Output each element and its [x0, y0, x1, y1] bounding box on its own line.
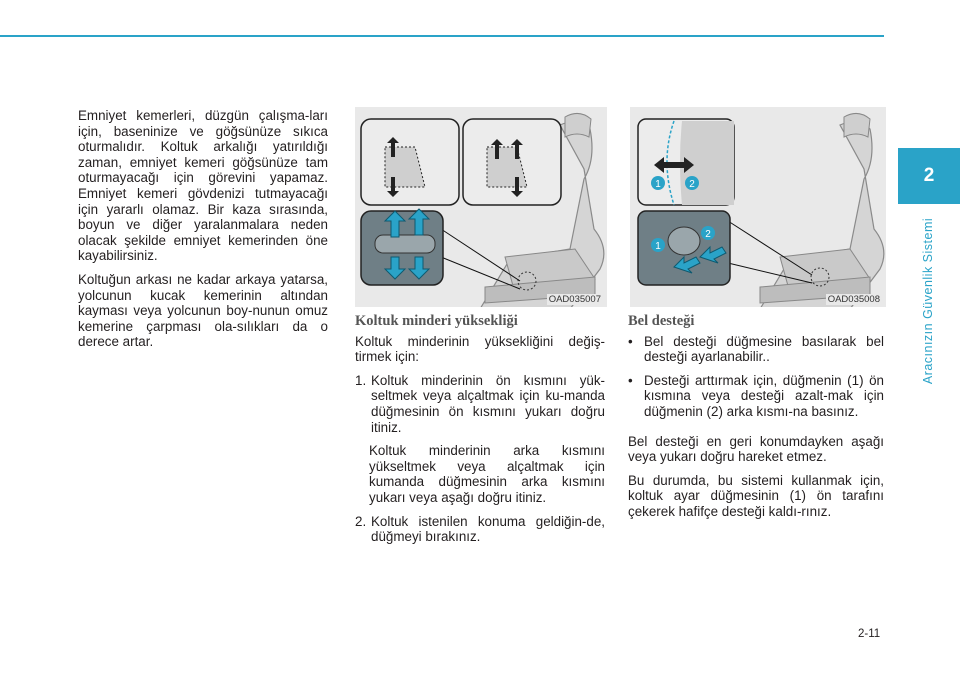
- chapter-title: [917, 216, 939, 386]
- figure-code: OAD035007: [548, 294, 601, 305]
- bullet-text: Desteği arttırmak için, düğmenin (1) ön kısmına veya desteği azalt-mak için düğmenin (2) arka kısmı-na basınız.: [644, 372, 884, 419]
- paragraph: Koltuk minderinin yüksekliğini değiş-tirmek için:: [355, 333, 605, 365]
- bullet-list: [628, 334, 884, 420]
- list-item: [355, 514, 605, 545]
- seat-drawing: [355, 107, 607, 307]
- list-item: [355, 373, 605, 435]
- callout-1: 1: [655, 241, 661, 252]
- section-heading: Koltuk minderi yüksekliği: [355, 313, 518, 329]
- step-number: 2.: [355, 513, 367, 529]
- step-number: 1.: [355, 372, 367, 388]
- callout-1: 1: [655, 179, 661, 190]
- chapter-title-text: Aracınızın Güvenlik Sistemi: [921, 217, 935, 385]
- page-number: 2-11: [858, 628, 881, 640]
- chapter-tab: 2: [898, 148, 960, 204]
- paragraph: Koltuğun arkası ne kadar arkaya yatarsa, yolcunun kucak kemerinin altından kayması veya yolcunun boy-nunun omuz kemerine çarpması ola-sılıkları da o derece artar.: [78, 271, 328, 350]
- list-item: [628, 373, 884, 420]
- figure-code: OAD035008: [827, 294, 880, 305]
- callout-2: 2: [705, 229, 711, 240]
- lumbar-support-illustration: [630, 107, 886, 307]
- step-text: Koltuk istenilen konuma geldiğin-de, düğmeyi bırakınız.: [371, 513, 605, 545]
- left-text-column: [78, 108, 328, 358]
- paragraph: Bu durumda, bu sistemi kullanmak için, koltuk ayar düğmesinin (1) ön tarafını çekerek hafifçe desteği kaldı-rınız.: [628, 472, 884, 519]
- header-rule: [0, 35, 884, 37]
- cushion-height-section: [355, 314, 605, 553]
- seat-drawing: [630, 107, 886, 307]
- bullet-icon: •: [628, 333, 633, 349]
- steps-list: [355, 373, 605, 435]
- callout-2: 2: [689, 179, 695, 190]
- paragraph: Emniyet kemerleri, düzgün çalışma-ları için, baseninize ve göğsünüze sıkıca oturmalıdır. Koltuk arkalığı yatırıldığı zaman, emniyet kemeri göğsünüze tam oturmayacağı için görevini yapamaz. Emniyet kemeri gövdenizi tutmayacağı için yararlı olamaz. Bir kaza sırasında, boyun ve diğer yaralanmalara neden olacak şekilde emniyet kemerinden öne kayabilirsiniz.: [78, 108, 328, 264]
- paragraph: Koltuk minderinin arka kısmını yükseltmek veya alçaltmak için kumanda düğmesinin arka kısmını yukarı veya aşağı doğru itiniz.: [369, 443, 605, 505]
- bullet-text: Bel desteği düğmesine basılarak bel desteği ayarlanabilir..: [644, 333, 884, 365]
- steps-list: [355, 514, 605, 545]
- seat-cushion-illustration: [355, 107, 607, 307]
- lumbar-support-section: [628, 314, 884, 528]
- section-heading: Bel desteği: [628, 313, 695, 329]
- list-item: [628, 334, 884, 365]
- paragraph: Bel desteği en geri konumdayken aşağı veya yukarı doğru hareket etmez.: [628, 433, 884, 465]
- bullet-icon: •: [628, 372, 633, 388]
- step-text: Koltuk minderinin ön kısmını yük-seltmek veya alçaltmak için ku-manda düğmesinin ön kısmını yukarı doğru itiniz.: [371, 372, 605, 435]
